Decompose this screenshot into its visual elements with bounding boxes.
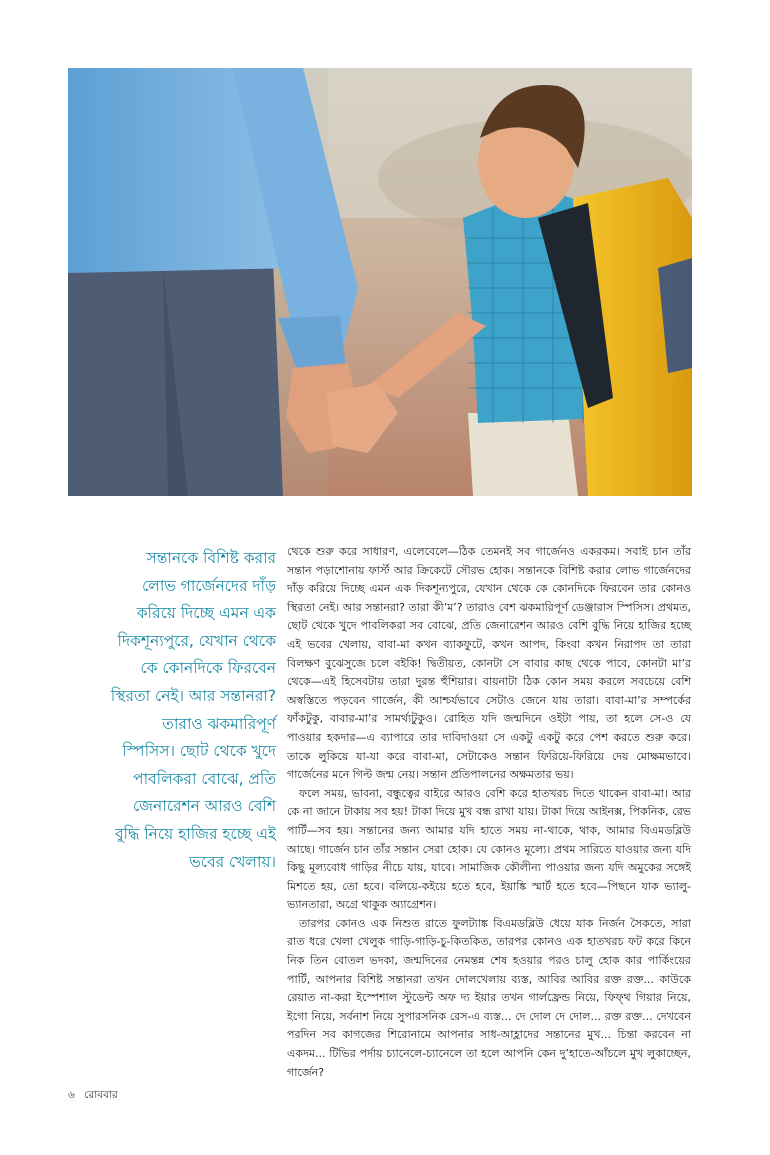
article-paragraph-3: তারপর কোনও এক নিশুত রাতে ফুলট্যাঙ্ক বিএমডব্লিউ ধেয়ে যাক নির্জন সৈকতে, সারা রাত ধরে খেলা খেলুক গাড়ি-গাড়ি-চু-কিতকিত, তারপর কোনও এক হাতখরচ ফট করে কিনে নিক তিন বোতল ভদকা, জন্মদিনের নেমন্তন্ন শেষ হওয়ার পরও চালু হোক কার পার্কিংয়ের পার্টি, আপনার বিশিষ্ট সন্তানরা তখন দোলখেলায় ব্যস্ত, আবির আবির রক্ত রক্ত... কাউকে রেয়াত না-করা ইস্পেশাল স্টুডেন্ট অফ দ্য ইয়ার তখন গার্লফ্রেন্ড নিয়ে, ফিফ্থ গিয়ার নিয়ে, ইগো নিয়ে, সর্বনাশ নিয়ে সুপারসনিক রেস-এ ব্যস্ত... দে দোল দে দোল... রক্ত রক্ত... দেখবেন পরদিন সব কাগজের শিরোনামে আপনার সাধ-আহ্লাদের সন্তানের মুখ... চিন্তা করবেন না একদম... টিভির পর্দায় চ্যানেলে-চ্যানেলে তা হলে আপনি কেন দু’হাতে-আঁচলে মুখ লুকাচ্ছেন, গার্জেন? bbox=[287, 916, 691, 1079]
article-paragraph-2: ফলে সময়, ভাবনা, বন্ধুত্বের বাইরে আরও বেশি করে হাতখরচ দিতে থাকেন বাবা-মা। আর কে না জানে টাকায় সব হয়! টাকা দিয়ে মুখ বন্ধ রাখা যায়। টাকা দিয়ে আইনক্স, পিকনিক, রেভ পার্টি—সব হয়। সন্তানের জন্য আমার যদি হাতে সময় না-থাকে, থাক, আমার বিএমডব্লিউ আছে। গার্জেন চান তাঁর সন্তান সেরা হোক। যে কোনও মূল্যে। প্রথম সারিতে যাওয়ার জন্য যদি কিছু মূল্যবোধ গাড়ির নীচে যায়, যাবে। সামাজিক কৌলীন্য পাওয়ার জন্য যদি অমুকের সঙ্গেই মিশতে হয়, তো হবে। বলিয়ে-কইয়ে হতে হবে, ইয়াঙ্কি স্মার্ট হতে হবে—পিছনে যাক ভ্যালু-ভ্যানতারা, অগ্রে থাকুক অ্যাগ্রেশন। bbox=[287, 786, 691, 912]
page-number: ৬ bbox=[68, 1089, 75, 1101]
hero-photo bbox=[68, 68, 692, 496]
article-paragraph-1: থেকে শুরু করে সাধারণ, এলেবেলে—ঠিক তেমনই সব গার্জেনও একরকম। সবাই চান তাঁর সন্তান পড়াশোনায় ফার্স্ট আর ক্রিকেটে সৌরভ হোক। সন্তানকে বিশিষ্ট করার লোভ গার্জেনদের দাঁড় করিয়ে দিচ্ছে এমন এক দিকশূন্যপুরে, যেখান থেকে কে কোনদিকে ফিরবেন তার কোনও স্থিরতা নেই। আর সন্তানরা? তারা কী’ম’? তারাও বেশ ঝকমারিপূর্ণ ডেঞ্জারাস স্পিসিস। প্রথমত, ছোট থেকে খুদে পাবলিকরা সব বোঝে, প্রতি জেনারেশন আরও বেশি বুদ্ধি নিয়ে হাজির হচ্ছে এই ভবের খেলায়, বাবা-মা কখন ব্যাকফুটে, কখন আপদ, কিংবা কখন নিরাপদ তা তারা বিলক্ষণ বুঝেসুজে চলে বইকি! দ্বিতীয়ত, কোনটা সে বাবার কাছ থেকে পাবে, কোনটা মা’র থেকে—এই হিসেবটায় তারা দুরন্ত হুঁশিয়ার। বায়নাটা ঠিক কোন সময় করলে সবচেয়ে বেশি অস্বস্তিতে পড়বেন গার্জেন, কী আশ্চর্যভাবে সেটাও জেনে যায় তারা। বাবা-মা’র সম্পর্কের ফাঁকটুকু, বাবার-মা’র সামর্থ্যটুকুও। রোহিত যদি জন্মদিনে ওইটা পায়, তা হলে সে-ও যে পাওয়ার হকদার—এ ব্যাপারে তার দাবিদাওয়া সে একটু একটু করে পেশ করতে শুরু করে। তাকে লুকিয়ে যা-যা করে বাবা-মা, সেটাকেও সন্তান ফিরিয়ে-ফিরিয়ে দেয় মোক্ষমভাবে। গার্জেনের মনে গিল্ট জন্ম নেয়। সন্তান প্রতিপালনের অক্ষমতার ভয়। bbox=[287, 545, 691, 782]
page-footer bbox=[68, 1088, 124, 1105]
section-name: রোববার bbox=[84, 1089, 118, 1101]
photo-illustration bbox=[68, 68, 692, 496]
article-body bbox=[287, 543, 691, 1082]
pull-quote: সন্তানকে বিশিষ্ট করার লোভ গার্জেনদের দাঁড় করিয়ে দিচ্ছে এমন এক দিকশূন্যপুরে, যেখান থেকে কে কোনদিকে ফিরবেন স্থিরতা নেই। আর সন্তানরা? তারাও ঝকমারিপূর্ণ স্পিসিস। ছোট থেকে খুদে পাবলিকরা বোঝে, প্রতি জেনারেশন আরও বেশি বুদ্ধি নিয়ে হাজির হচ্ছে এই ভবের খেলায়। bbox=[110, 549, 276, 871]
